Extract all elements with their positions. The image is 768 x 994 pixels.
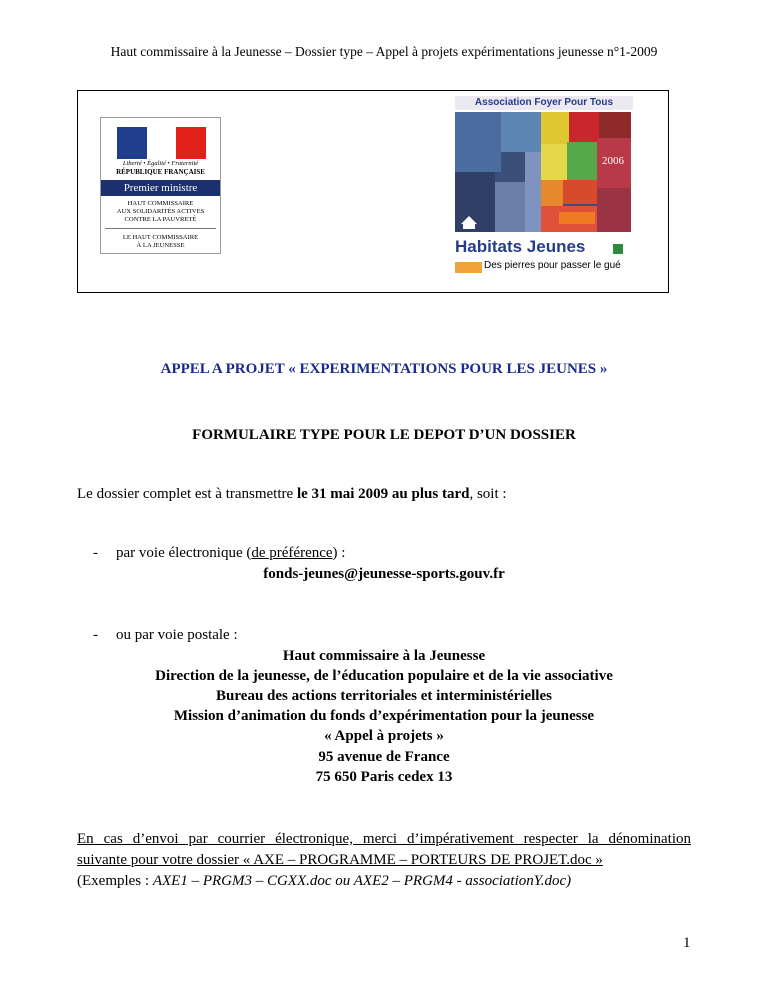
address-line: Mission d’animation du fonds d’expérimentation pour la jeunesse: [173, 708, 595, 724]
address-line: Direction de la jeunesse, de l’éducation populaire et de la vie associative: [155, 668, 613, 684]
main-title: APPEL A PROJET « EXPERIMENTATIONS POUR LES JEUNES »: [160, 361, 608, 377]
gov-republic: RÉPUBLIQUE FRANÇAISE: [116, 168, 205, 176]
email-address[interactable]: fonds-jeunes@jeunesse-sports.gouv.fr: [263, 566, 505, 582]
intro-paragraph: Le dossier complet est à transmettre le 31 mai 2009 au plus tard, soit :: [77, 486, 507, 502]
gov-motto: Liberté • Égalité • Fraternité: [122, 160, 199, 167]
marianne-flag-icon: [117, 127, 206, 159]
gov-premier-ministre: Premier ministre: [101, 180, 220, 196]
list-dash: -: [93, 627, 98, 643]
form-title: FORMULAIRE TYPE POUR LE DEPOT D’UN DOSSIER: [192, 427, 576, 443]
note-examples: (Exemples : AXE1 – PRGM3 – CGXX.doc ou AXE2 – PRGM4 - associationY.doc): [77, 873, 572, 889]
hj-year: 2006: [602, 155, 624, 167]
gov-divider: [105, 228, 216, 229]
note-line-1: En cas d’envoi par courrier électronique, merci d’impérativement respecter la dénomination: [77, 831, 691, 847]
page-number: 1: [683, 935, 691, 951]
habitats-jeunes-logo: [455, 96, 633, 276]
hj-mosaic-image: [455, 112, 631, 232]
government-logo: [100, 117, 221, 254]
hj-tagline: Des pierres pour passer le gué: [484, 260, 621, 271]
hj-title: Habitats Jeunes: [455, 237, 586, 256]
page-header: Haut commissaire à la Jeunesse – Dossier type – Appel à projets expérimentations jeunesse n°1-2009: [110, 44, 658, 59]
postal-item: ou par voie postale :: [116, 627, 238, 643]
address-line: « Appel à projets »: [324, 728, 444, 744]
note-line-2: suivante pour votre dossier « AXE – PROGRAMME – PORTEURS DE PROJET.doc »: [77, 852, 603, 868]
hj-stones-icon: [455, 262, 482, 273]
address-line: 75 650 Paris cedex 13: [315, 769, 453, 785]
gov-sub-hcsa: HAUT COMMISSAIRE AUX SOLIDARITÉS ACTIVES CONTRE LA PAUVRETÉ: [116, 200, 205, 223]
electronic-item: par voie électronique (de préférence) :: [116, 545, 346, 561]
address-line: 95 avenue de France: [318, 749, 450, 765]
address-line: Bureau des actions territoriales et interministérielles: [216, 688, 552, 704]
list-dash: -: [93, 545, 98, 561]
hj-cube-icon: [613, 244, 623, 254]
gov-sub-hcj: LE HAUT COMMISSAIRE À LA JEUNESSE: [122, 234, 199, 249]
hj-association-name: Association Foyer Pour Tous: [455, 96, 633, 110]
address-line: Haut commissaire à la Jeunesse: [282, 648, 486, 664]
